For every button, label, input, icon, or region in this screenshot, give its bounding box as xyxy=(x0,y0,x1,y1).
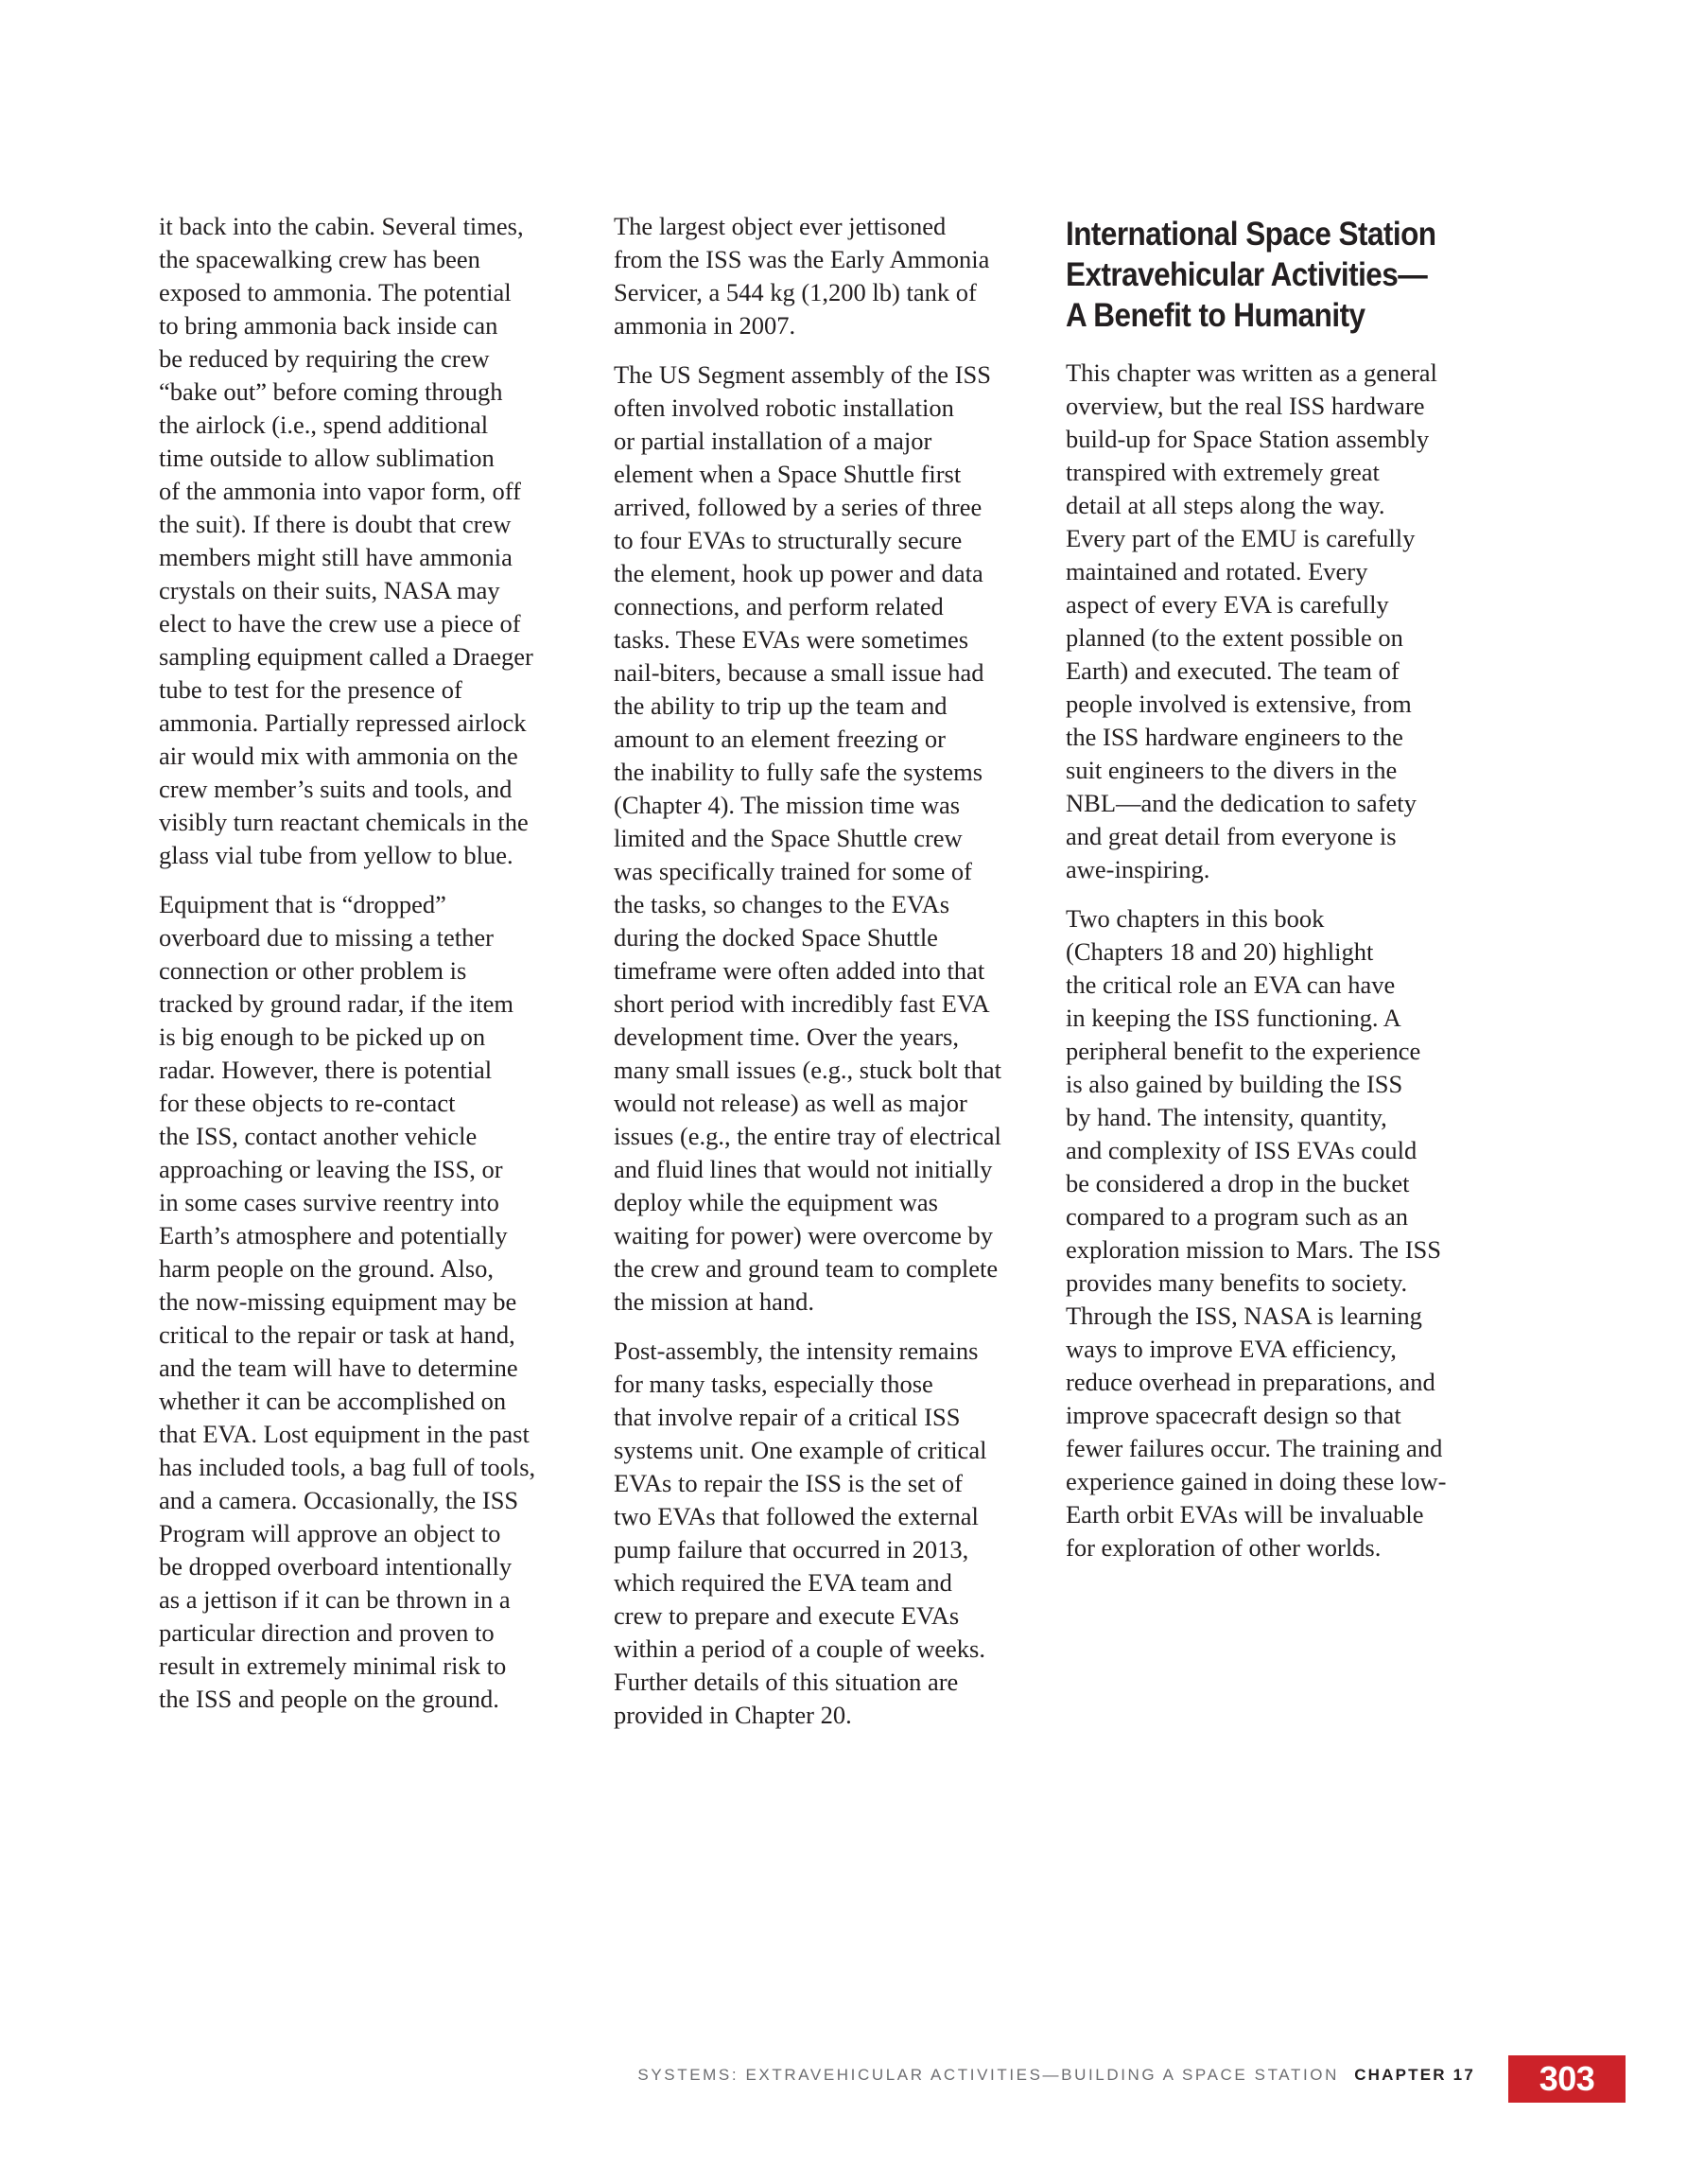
page-number-box xyxy=(1508,2055,1626,2103)
page-number: 303 xyxy=(1539,2059,1595,2098)
middle-column xyxy=(614,210,1039,1748)
body-paragraph: The US Segment assembly of the ISS often involved robotic installation or partial installation of a major element when a Space Shuttle first arrived, followed by a series of three to four EVAs to structurally secure the element, hook up power and data connections, and perform related tasks. These EVAs were sometimes nail-biters, because a small issue had the ability to trip up the team and amount to an element freezing or the inability to fully safe the systems (Chapter 4). The mission time was limited and the Space Shuttle crew was specifically trained for some of the tasks, so changes to the EVAs during the docked Space Shuttle timeframe were often added into that short period with incredibly fast EVA development time. Over the years, many small issues (e.g., stuck bolt that would not release) as well as major issues (e.g., the entire tray of electrical and fluid lines that would not initially deploy while the equipment was waiting for power) were overcome by the crew and ground team to complete the mission at hand. xyxy=(614,360,1001,1316)
body-paragraph: it back into the cabin. Several times, the spacewalking crew has been exposed to ammonia. The potential to bring ammonia back inside can be reduced by requiring the crew “bake out” before coming through the airlock (i.e., spend additional time outside to allow sublimation of the ammonia into vapor form, off the suit). If there is doubt that crew members might still have ammonia crystals on their suits, NASA may elect to have the crew use a piece of sampling equipment called a Draeger tube to test for the presence of ammonia. Partially repressed airlock air would mix with ammonia on the crew member’s suits and tools, and visibly turn reactant chemicals in the glass vial tube from yellow to blue. xyxy=(159,212,533,869)
body-paragraph: The largest object ever jettisoned from the ISS was the Early Ammonia Servicer, a 544 kg (1,200 lb) tank of ammonia in 2007. xyxy=(614,212,990,340)
body-paragraph: Two chapters in this book (Chapters 18 and 20) highlight the critical role an EVA can have in keeping the ISS functioning. A peripheral benefit to the experience is also gained by building the ISS by hand. The intensity, quantity, and complexity of ISS EVAs could be considered a drop in the bucket compared to a program such as an exploration mission to Mars. The ISS provides many benefits to society. Through the ISS, NASA is learning ways to improve EVA efficiency, reduce overhead in preparations, and improve spacecraft design so that fewer failures occur. The training and experience gained in doing these low- Earth orbit EVAs will be invaluable for exploration of other worlds. xyxy=(1066,904,1447,1562)
body-paragraph: This chapter was written as a general overview, but the real ISS hardware build-up for Space Station assembly transpired with extremely great detail at all steps along the way. Every part of the EMU is carefully maintained and rotated. Every aspect of every EVA is carefully planned (to the extent possible on Earth) and executed. The team of people involved is extensive, from the ISS hardware engineers to the suit engineers to the divers in the NBL—and the dedication to safety and great detail from everyone is awe-inspiring. xyxy=(1066,358,1437,883)
body-paragraph: Post-assembly, the intensity remains for many tasks, especially those that involve repair of a critical ISS systems unit. One example of critical EVAs to repair the ISS is the set of two EVAs that followed the external pump failure that occurred in 2013, which required the EVA team and crew to prepare and execute EVAs within a period of a couple of weeks. Further details of this situation are provided in Chapter 20. xyxy=(614,1337,987,1729)
right-column xyxy=(1066,210,1501,1581)
section-heading: International Space Station Extravehicular Activities— A Benefit to Humanity xyxy=(1066,216,1436,334)
page-footer xyxy=(0,2055,1687,2098)
chapter-label: CHAPTER 17 xyxy=(1354,2066,1475,2084)
left-column xyxy=(159,210,584,1732)
body-paragraph: Equipment that is “dropped” overboard due to missing a tether connection or other problem is tracked by ground radar, if the item is big enough to be picked up on radar. However, there is potential for these objects to re-contact the ISS, contact another vehicle approaching or leaving the ISS, or in some cases survive reentry into Earth’s atmosphere and potentially harm people on the ground. Also, the now-missing equipment may be critical to the repair or task at hand, and the team will have to determine whether it can be accomplished on that EVA. Lost equipment in the past has included tools, a bag full of tools, and a camera. Occasionally, the ISS Program will approve an object to be dropped overboard intentionally as a jettison if it can be thrown in a particular direction and proven to result in extremely minimal risk to the ISS and people on the ground. xyxy=(159,890,536,1713)
running-head: SYSTEMS: EXTRAVEHICULAR ACTIVITIES—BUILDING A SPACE STATION xyxy=(637,2066,1339,2084)
